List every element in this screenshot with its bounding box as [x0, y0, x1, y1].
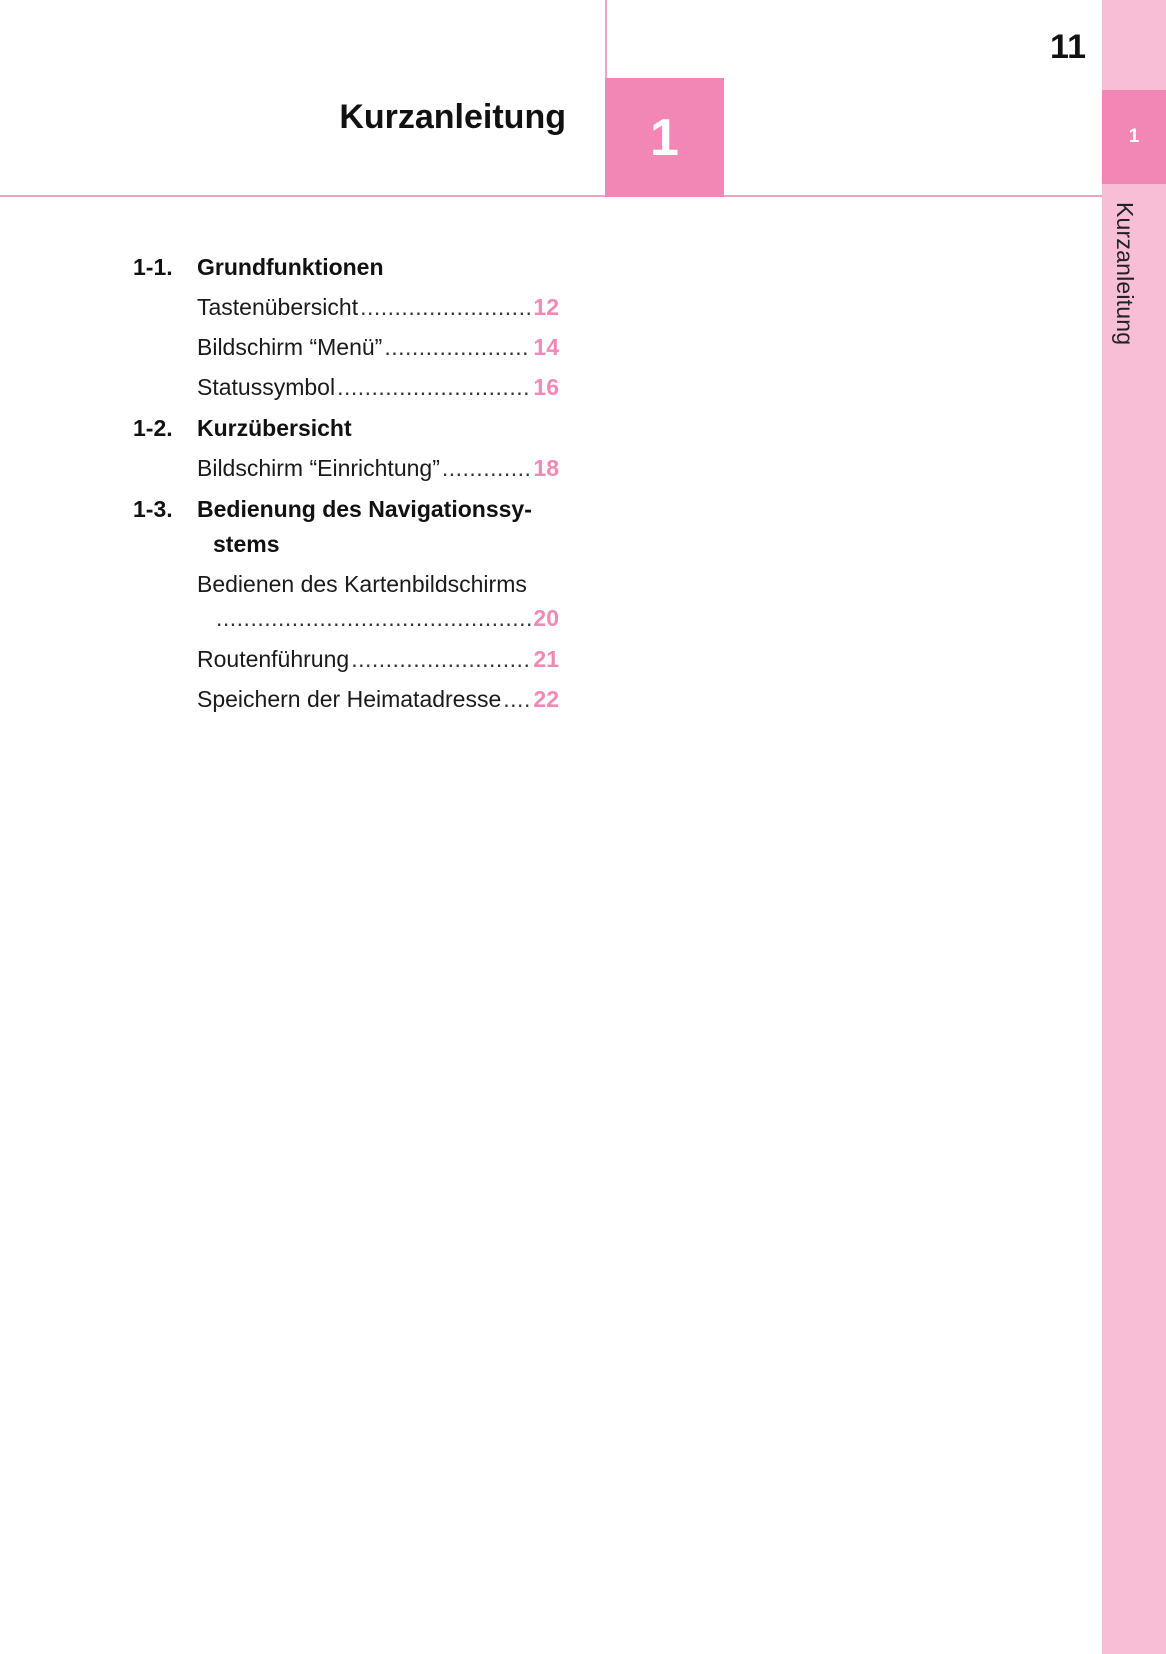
toc-entry-label: Statussymbol [197, 374, 336, 400]
chapter-number-box [605, 78, 724, 197]
section-title: Grundfunktionen [197, 254, 384, 280]
leader-dots [216, 605, 531, 632]
toc-entry-label: Speichern der Heimatadresse [197, 686, 502, 712]
leader-dots [351, 646, 531, 673]
leader-dots [503, 686, 531, 713]
toc-entry-routenfuehrung[interactable] [197, 646, 559, 676]
toc-entry-page[interactable]: 12 [533, 294, 559, 320]
section-number: 1-1. [133, 254, 173, 280]
leader-dots [337, 374, 531, 401]
toc-entry-tastenuebersicht[interactable] [197, 294, 559, 324]
toc-entry-page[interactable]: 14 [533, 334, 559, 360]
leader-dots [384, 334, 531, 361]
section-title: Kurzübersicht [197, 415, 352, 441]
side-tab-label: Kurzanleitung [1112, 202, 1138, 346]
chapter-number: 1 [650, 108, 679, 167]
toc-entry-page[interactable]: 21 [533, 646, 559, 672]
toc-entry-page[interactable]: 16 [533, 374, 559, 400]
section-number: 1-2. [133, 415, 173, 441]
section-title: Bedienung des Navigationssy- [197, 496, 532, 522]
page-number: 11 [1050, 28, 1086, 66]
toc-entry-label[interactable]: Bedienen des Kartenbildschirms [197, 571, 527, 597]
chapter-title: Kurzanleitung [339, 98, 566, 136]
side-chapter-tab[interactable] [1102, 90, 1166, 184]
leader-dots [442, 455, 532, 482]
toc-entry-label: Routenführung [197, 646, 350, 672]
toc-entry-page[interactable]: 18 [533, 455, 559, 481]
toc-entry-heimatadresse[interactable] [197, 686, 559, 716]
toc-entry-page[interactable]: 22 [533, 686, 559, 712]
toc-entry-label: Bildschirm “Menü” [197, 334, 383, 360]
toc-entry-label: Tastenübersicht [197, 294, 359, 320]
toc-entry-page[interactable]: 20 [533, 605, 559, 631]
leader-dots [360, 294, 531, 321]
header-vertical-divider [605, 0, 607, 80]
toc-entry-kartenbildschirm[interactable] [216, 605, 559, 635]
section-title-continued: stems [213, 531, 280, 557]
toc-entry-statussymbol[interactable] [197, 374, 559, 404]
toc-entry-label: Bildschirm “Einrichtung” [197, 455, 440, 481]
toc-entry-bildschirm-menue[interactable] [197, 334, 559, 364]
side-tab-number: 1 [1128, 126, 1140, 147]
toc-entry-bildschirm-einrichtung[interactable] [197, 455, 559, 485]
section-number: 1-3. [133, 496, 173, 522]
header-divider [0, 195, 1102, 197]
